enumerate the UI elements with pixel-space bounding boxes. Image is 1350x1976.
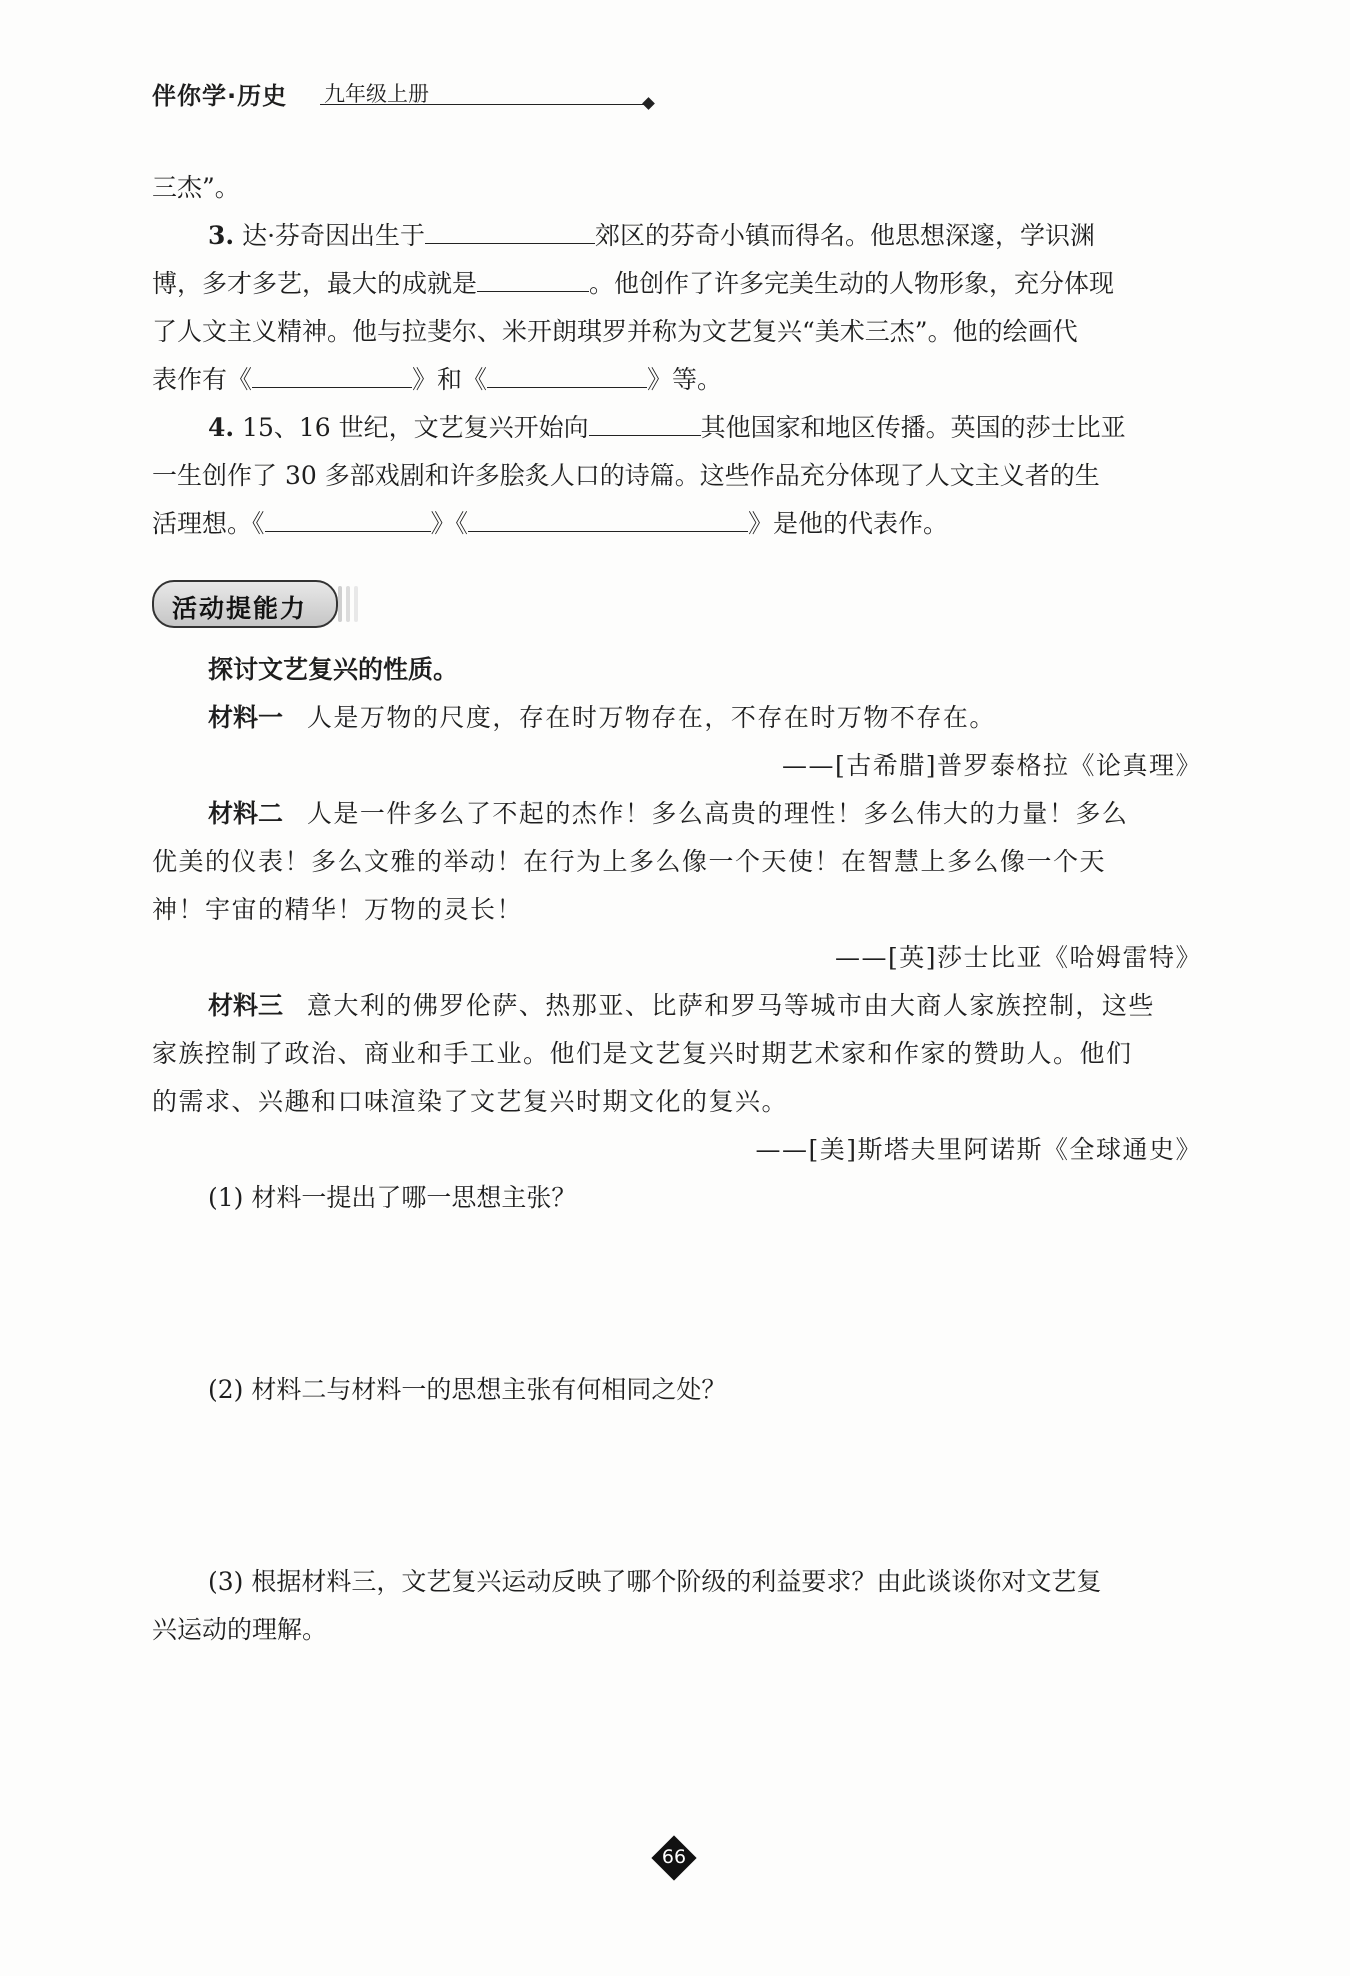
question-3-line-1: [152, 220, 1258, 252]
question-number: 3.: [208, 221, 235, 250]
question-text: (1) 材料一提出了哪一思想主张？: [208, 1183, 577, 1212]
line-text: 》是他的代表作。: [748, 509, 949, 538]
page-number: 66: [661, 1846, 687, 1868]
badge-stripe: [354, 586, 358, 622]
material-2-line-3: [152, 894, 1202, 926]
fill-blank[interactable]: [468, 509, 748, 532]
material-text: 的需求、兴趣和口味渲染了文艺复兴时期文化的复兴。: [152, 1087, 789, 1116]
question-4-line-2: [152, 460, 1202, 492]
line-text: 15、16 世纪，文艺复兴开始向: [242, 413, 589, 442]
source-text: ——[美]斯塔夫里阿诺斯《全球通史》: [755, 1135, 1202, 1164]
question-text: (3) 根据材料三，文艺复兴运动反映了哪个阶级的利益要求？由此谈谈你对文艺复: [208, 1567, 1102, 1596]
material-2-source: [152, 942, 1202, 974]
fill-blank[interactable]: [487, 365, 647, 388]
source-text: ——[英]莎士比亚《哈姆雷特》: [834, 943, 1202, 972]
line-text: 活理想。《: [152, 509, 265, 538]
material-text: 人是一件多么了不起的杰作！多么高贵的理性！多么伟大的力量！多么: [306, 799, 1129, 828]
question-text: (2) 材料二与材料一的思想主张有何相同之处？: [208, 1375, 727, 1404]
text-line: [152, 172, 1202, 204]
line-text: 博，多才多艺，最大的成就是: [152, 269, 478, 298]
line-text: 了人文主义精神。他与拉斐尔、米开朗琪罗并称为文艺复兴“美术三杰”。他的绘画代: [152, 317, 1078, 346]
line-text: 。他创作了许多完美生动的人物形象，充分体现: [589, 269, 1115, 298]
question-number: 4.: [208, 413, 235, 442]
fill-blank[interactable]: [425, 221, 595, 244]
material-label: 材料二: [208, 799, 284, 828]
sub-question-3-line-2: [152, 1614, 1202, 1646]
book-grade: 九年级上册: [324, 82, 429, 106]
material-text: 家族控制了政治、商业和手工业。他们是文艺复兴时期艺术家和作家的赞助人。他们: [152, 1039, 1133, 1068]
header-rule: [320, 104, 645, 105]
material-text: 优美的仪表！多么文雅的举动！在行为上多么像一个天使！在智慧上多么像一个天: [152, 847, 1107, 876]
material-text: 人是万物的尺度，存在时万物存在，不存在时万物不存在。: [306, 703, 996, 732]
section-title: 活动提能力: [172, 594, 308, 623]
fill-blank[interactable]: [589, 413, 701, 436]
question-text: 兴运动的理解。: [152, 1615, 328, 1644]
badge-stripe: [338, 586, 342, 622]
section-badge: [152, 580, 372, 626]
line-text: 达·芬奇因出生于: [242, 221, 426, 250]
line-text: 郊区的芬奇小镇而得名。他思想深邃，学识渊: [595, 221, 1096, 250]
material-label: 材料三: [208, 991, 284, 1020]
material-3-line-1: [152, 990, 1258, 1022]
page-header: [152, 70, 502, 110]
line-text: 》和《: [412, 365, 488, 394]
question-3-line-3: [152, 316, 1202, 348]
line-text: 一生创作了 30 多部戏剧和许多脍炙人口的诗篇。这些作品充分体现了人文主义者的生: [152, 461, 1100, 490]
material-2-line-1: [152, 798, 1258, 830]
sub-question-1: [152, 1182, 1258, 1214]
question-3-line-4: [152, 364, 1202, 396]
material-1: [152, 702, 1258, 734]
line-text: 》等。: [647, 365, 723, 394]
source-text: ——[古希腊]普罗泰格拉《论真理》: [781, 751, 1202, 780]
material-label: 材料一: [208, 703, 284, 732]
fill-blank[interactable]: [252, 365, 412, 388]
question-3-line-2: [152, 268, 1202, 300]
question-4-line-3: [152, 508, 1202, 540]
material-1-source: [152, 750, 1202, 782]
badge-stripe: [346, 586, 350, 622]
badge-pill: [152, 580, 338, 628]
page-number-badge: [650, 1834, 698, 1882]
book-brand: 伴你学·历史: [152, 82, 288, 110]
fill-blank[interactable]: [477, 269, 589, 292]
topic-text: 探讨文艺复兴的性质。: [208, 655, 459, 684]
material-text: 神！宇宙的精华！万物的灵长！: [152, 895, 524, 924]
diamond-icon: [642, 97, 655, 110]
fill-blank[interactable]: [265, 509, 431, 532]
line-text: 》《: [430, 509, 469, 538]
question-4-line-1: [152, 412, 1258, 444]
sub-question-3-line-1: [152, 1566, 1258, 1598]
material-3-line-3: [152, 1086, 1202, 1118]
line-text: 表作有《: [152, 365, 253, 394]
line-text: 三杰”。: [152, 173, 240, 202]
line-text: 其他国家和地区传播。英国的莎士比亚: [700, 413, 1126, 442]
material-text: 意大利的佛罗伦萨、热那亚、比萨和罗马等城市由大商人家族控制，这些: [306, 991, 1155, 1020]
sub-question-2: [152, 1374, 1258, 1406]
activity-topic: [152, 654, 1258, 686]
material-3-source: [152, 1134, 1202, 1166]
material-3-line-2: [152, 1038, 1202, 1070]
material-2-line-2: [152, 846, 1202, 878]
